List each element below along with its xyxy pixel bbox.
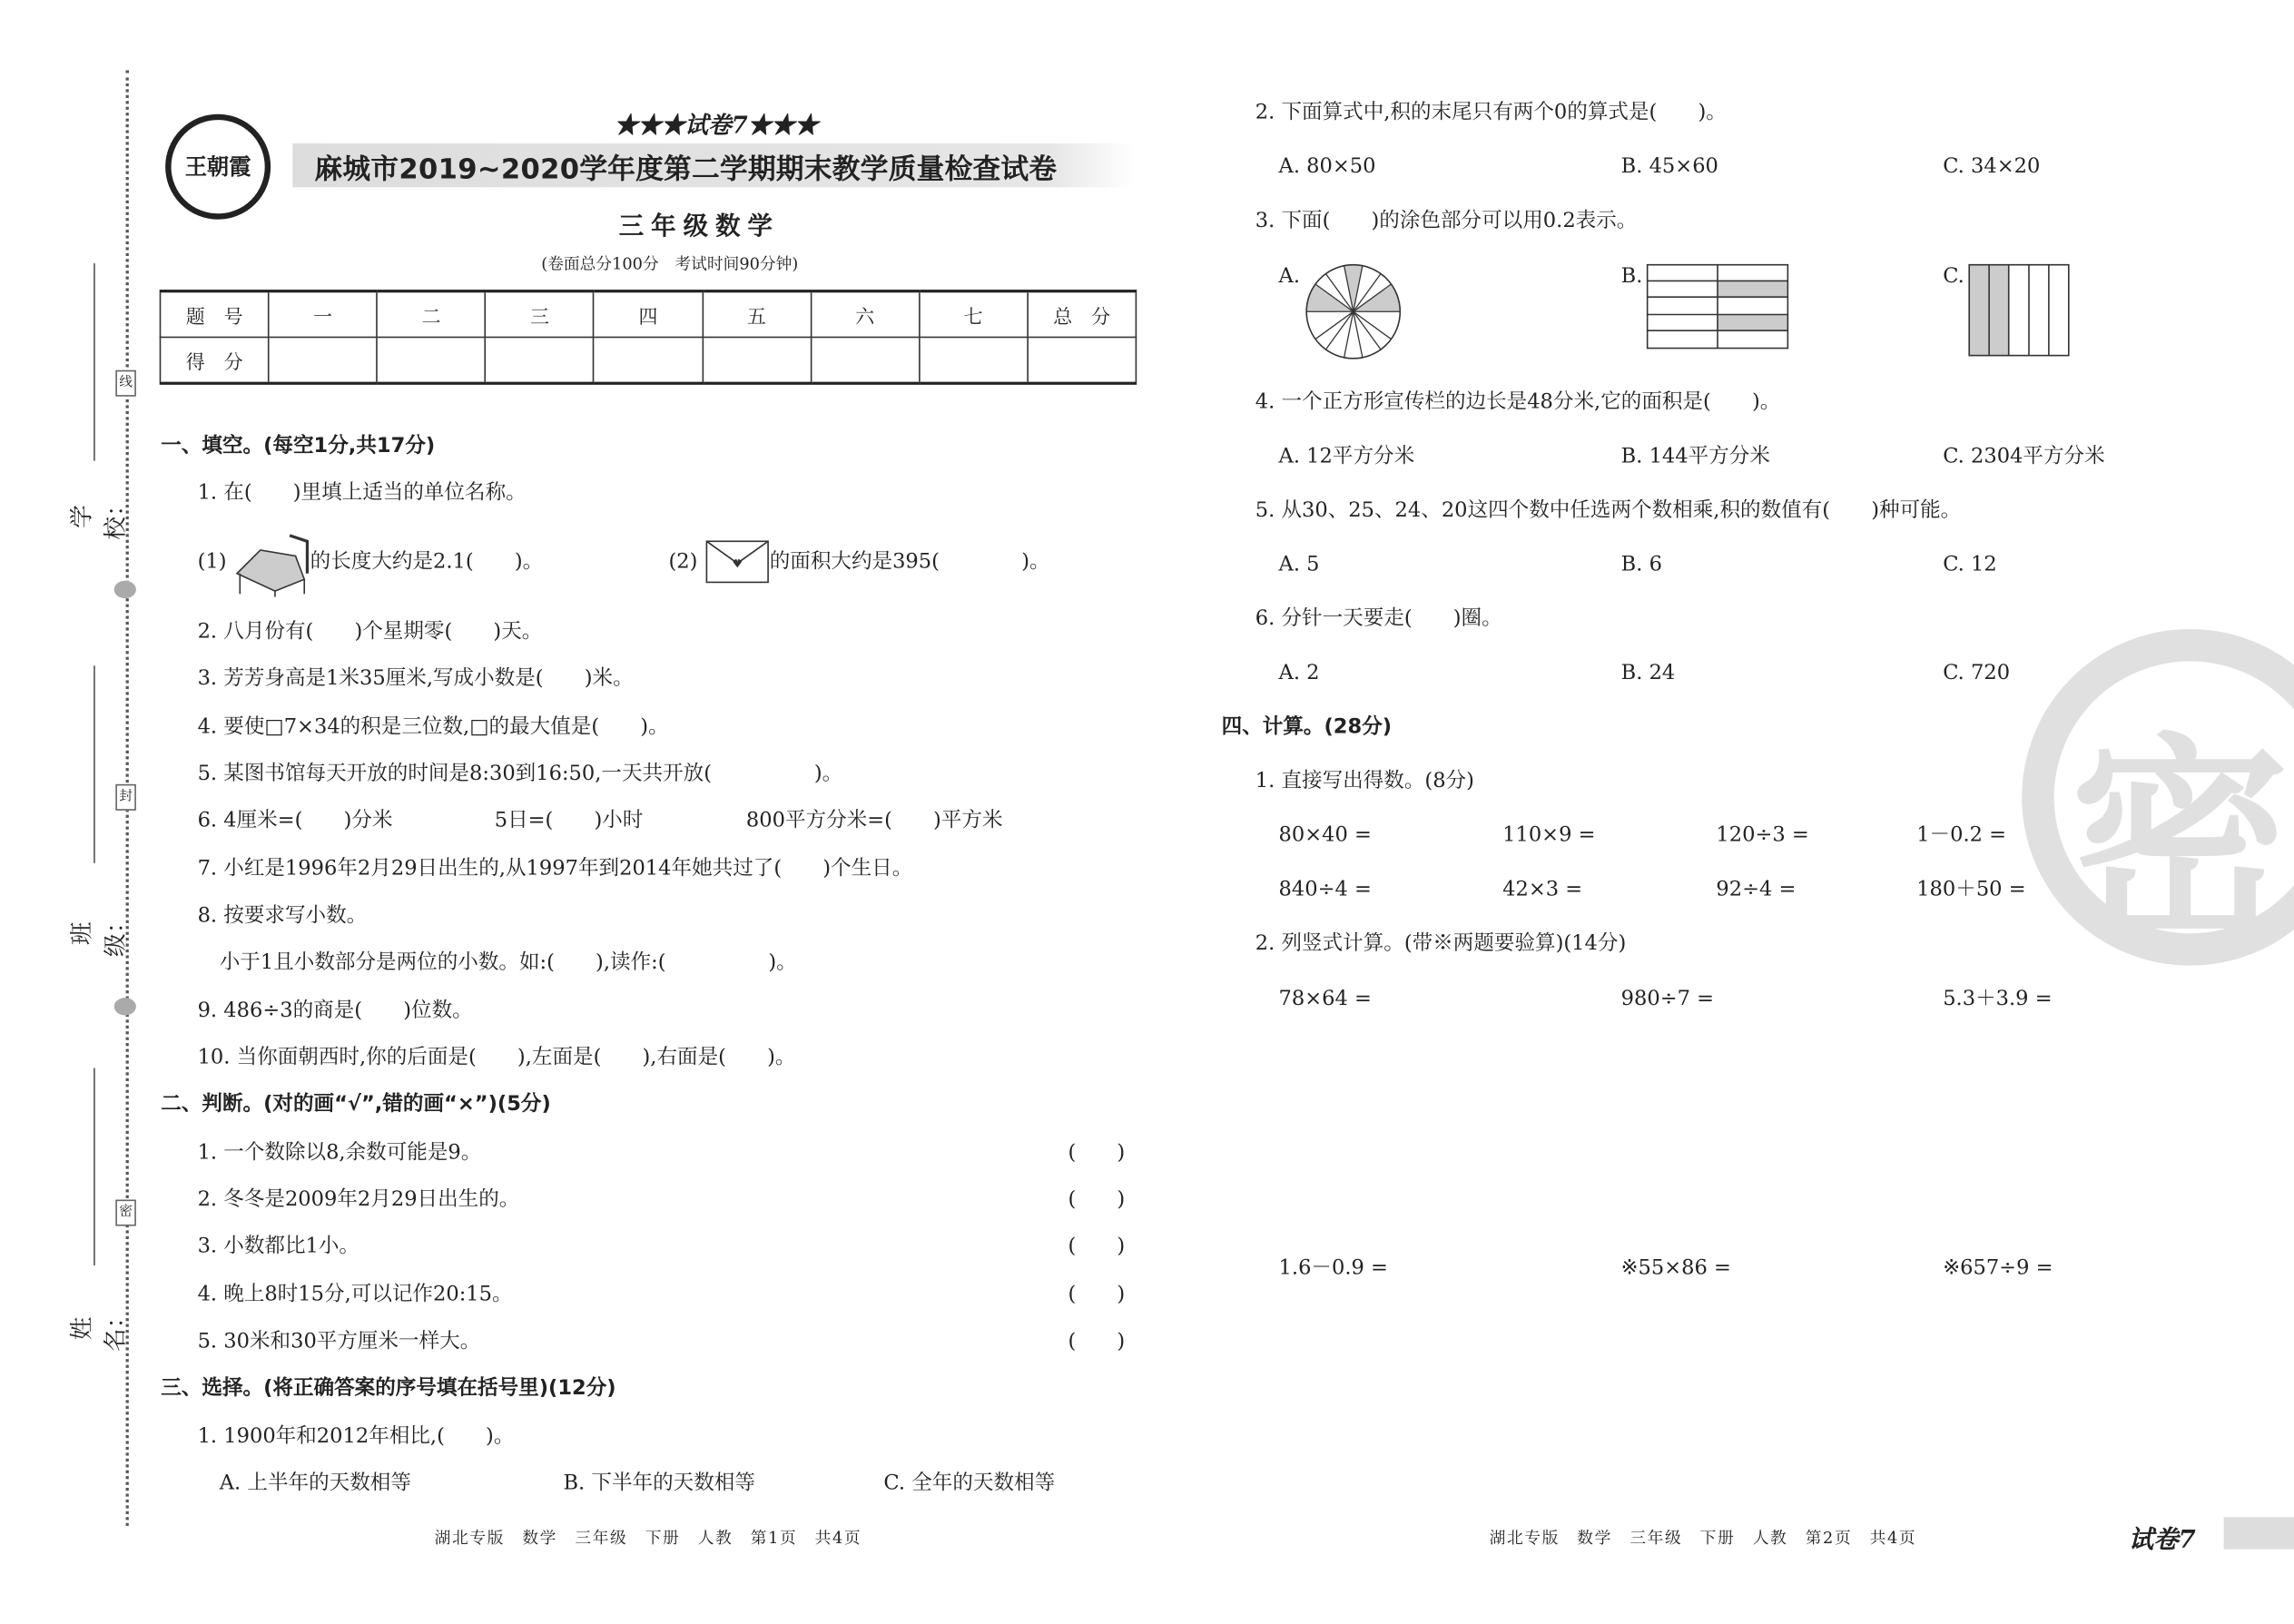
calc-item: 120÷3 = [1716, 823, 1809, 848]
answer-blank[interactable]: ( ) [1068, 1187, 1126, 1212]
name-line [94, 1068, 95, 1265]
question: 800平方分米=( )平方米 [745, 809, 1003, 833]
question: (1) [197, 549, 227, 574]
calc-item: 92÷4 = [1716, 877, 1797, 901]
calc-item: 110×9 = [1502, 823, 1596, 848]
question: 1. 直接写出得数。(8分) [1255, 769, 1474, 793]
calc-item: 1－0.2 = [1916, 823, 2007, 848]
table-row [160, 337, 1136, 383]
flower-icon [114, 998, 136, 1015]
cut-tag-secret: 密 [115, 1200, 136, 1226]
question: 9. 486÷3的商是( )位数。 [197, 999, 473, 1023]
question: (2) [668, 549, 698, 574]
question: 2. 列竖式计算。(带※两题要验算)(14分) [1255, 931, 1627, 956]
option: C. 全年的天数相等 [883, 1471, 1056, 1496]
school-line [94, 263, 95, 461]
question: 7. 小红是1996年2月29日出生的,从1997年到2014年她共过了( )个生日。 [197, 857, 913, 881]
question: 的面积大约是395( )。 [769, 549, 1050, 574]
calc-item: 80×40 = [1278, 823, 1372, 848]
table-cell: 五 [703, 291, 811, 338]
score-input[interactable] [269, 337, 377, 383]
calc-item: 42×3 = [1502, 877, 1583, 901]
option: B. 144平方分米 [1620, 444, 1770, 468]
judge-item: 5. 30米和30平方厘米一样大。 [197, 1329, 481, 1353]
secret-watermark-char: 密 [2070, 716, 2290, 972]
score-input[interactable] [486, 337, 594, 383]
question: 2. 下面算式中,积的末尾只有两个0的算式是( )。 [1255, 101, 1727, 124]
paper-series: ★★★试卷7★★★ [614, 111, 819, 140]
question: 2. 八月份有( )个星期零( )天。 [197, 620, 543, 645]
table-row [160, 291, 1136, 338]
question: 4. 一个正方形宣传栏的边长是48分米,它的面积是( )。 [1255, 390, 1781, 415]
answer-blank[interactable]: ( ) [1068, 1235, 1126, 1258]
question: 3. 芳芳身高是1米35厘米,写成小数是( )米。 [197, 666, 634, 691]
judge-item: 4. 晚上8时15分,可以记作20:15。 [197, 1283, 513, 1307]
answer-blank[interactable]: ( ) [1068, 1141, 1126, 1165]
page-footer: 湖北专版 数学 三年级 下册 人教 第2页 共4页 [1489, 1529, 1917, 1549]
table-cell: 二 [377, 291, 485, 338]
score-input[interactable] [594, 337, 702, 383]
table-cell: 三 [486, 291, 594, 338]
table-cell: 七 [920, 291, 1028, 338]
flower-icon [114, 581, 136, 598]
answer-blank[interactable]: ( ) [1068, 1283, 1126, 1307]
table-cell: 题 号 [160, 291, 268, 338]
option: A. [1278, 264, 1301, 289]
school-label: 学校： [67, 493, 129, 540]
score-input[interactable] [377, 337, 485, 383]
calc-item: 5.3＋3.9 = [1943, 987, 2053, 1011]
option: B. 45×60 [1620, 154, 1718, 179]
option: C. [1943, 264, 1964, 289]
paper-badge: 试卷7 [2128, 1525, 2196, 1556]
table-cell: 四 [594, 291, 702, 338]
calc-item: 840÷4 = [1278, 877, 1372, 901]
judge-item: 1. 一个数除以8,余数可能是9。 [197, 1141, 482, 1165]
answer-blank[interactable]: ( ) [1068, 1329, 1126, 1353]
subject-title: 三年级数学 [618, 212, 780, 241]
option: B. 下半年的天数相等 [563, 1471, 755, 1496]
calc-item: 78×64 = [1278, 987, 1372, 1011]
section-heading: 二、判断。(对的画“√”,错的画“×”)(5分) [161, 1092, 551, 1117]
class-label: 班级： [67, 910, 129, 958]
option: B. 6 [1620, 553, 1662, 576]
grid-figure [1646, 263, 1789, 349]
score-input[interactable] [1028, 337, 1136, 383]
calc-item: 980÷7 = [1620, 987, 1715, 1011]
option: A. 上半年的天数相等 [219, 1471, 411, 1496]
score-input[interactable] [920, 337, 1028, 383]
circle-figure [1304, 263, 1403, 359]
judge-item: 2. 冬冬是2009年2月29日出生的。 [197, 1187, 520, 1212]
question: 5. 从30、25、24、20这四个数中任选两个数相乘,积的数值有( )种可能。 [1255, 498, 1962, 523]
calc-item: ※657÷9 = [1943, 1256, 2053, 1281]
exam-info: (卷面总分100分 考试时间90分钟) [541, 254, 799, 274]
brand-logo: 王朝霞 [165, 114, 271, 220]
calc-item: 180＋50 = [1916, 877, 2026, 901]
option: C. 34×20 [1943, 154, 2041, 179]
badge-bar [2224, 1517, 2294, 1549]
question: 1. 1900年和2012年相比,( )。 [197, 1424, 515, 1449]
score-table [160, 290, 1137, 385]
question: 4. 要使□7×34的积是三位数,□的最大值是( )。 [197, 715, 669, 739]
name-label: 姓名： [67, 1304, 129, 1353]
question: 5. 某图书馆每天开放的时间是8:30到16:50,一天共开放( )。 [197, 762, 843, 786]
table-cell: 得 分 [160, 337, 268, 383]
option: C. 12 [1943, 553, 1997, 576]
cut-tag-seal: 封 [115, 784, 136, 811]
option: C. 2304平方分米 [1943, 444, 2105, 468]
table-cell: 总 分 [1028, 291, 1136, 338]
question: 6. 分针一天要走( )圈。 [1255, 606, 1502, 631]
section-heading: 四、计算。(28分) [1221, 715, 1393, 739]
question: 6. 4厘米=( )分米 [197, 809, 393, 833]
question: 的长度大约是2.1( )。 [310, 549, 544, 574]
envelope-icon [705, 540, 770, 584]
class-line [94, 665, 95, 863]
option: A. 80×50 [1278, 154, 1376, 179]
calc-item: 1.6－0.9 = [1278, 1256, 1388, 1281]
option: C. 720 [1943, 661, 2011, 685]
score-input[interactable] [703, 337, 811, 383]
bed-icon [231, 529, 310, 596]
question: 5日=( )小时 [494, 809, 644, 833]
question: 10. 当你面朝西时,你的后面是( ),左面是( ),右面是( )。 [197, 1046, 796, 1070]
question: 8. 按要求写小数。 [197, 903, 368, 928]
page-title: 麻城市2019~2020学年度第二学期期末教学质量检查试卷 [314, 153, 1058, 186]
option: A. 2 [1278, 661, 1320, 685]
option: A. 12平方分米 [1278, 444, 1415, 468]
cut-tag-line: 线 [115, 370, 136, 397]
question: 小于1且小数部分是两位的小数。如:( ),读作:( )。 [219, 950, 797, 975]
option: B. 24 [1620, 661, 1676, 685]
score-input[interactable] [811, 337, 919, 383]
question: 3. 下面( )的涂色部分可以用0.2表示。 [1255, 209, 1638, 233]
page-footer: 湖北专版 数学 三年级 下册 人教 第1页 共4页 [434, 1529, 862, 1549]
option: B. [1620, 264, 1643, 289]
bars-figure [1968, 263, 2071, 357]
table-cell: 一 [269, 291, 377, 338]
judge-item: 3. 小数都比1小。 [197, 1235, 360, 1258]
calc-item: ※55×86 = [1620, 1256, 1731, 1281]
option: A. 5 [1278, 553, 1320, 576]
table-cell: 六 [811, 291, 919, 338]
question: 1. 在( )里填上适当的单位名称。 [197, 481, 527, 506]
section-heading: 三、选择。(将正确答案的序号填在括号里)(12分) [161, 1376, 616, 1401]
section-heading: 一、填空。(每空1分,共17分) [161, 434, 436, 458]
